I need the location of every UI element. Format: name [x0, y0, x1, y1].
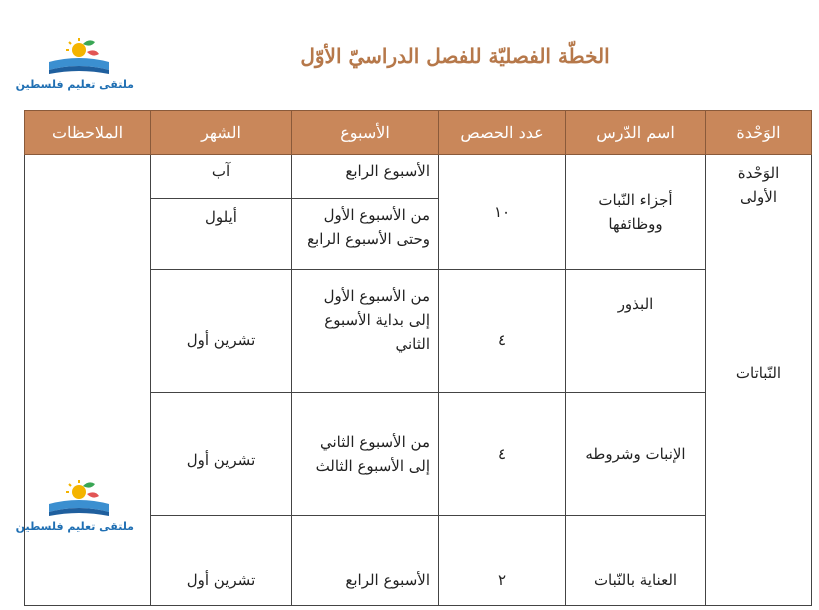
week-line: من الأسبوع الثاني — [319, 433, 430, 451]
week-line: الأسبوع الرابع — [345, 162, 430, 180]
unit-name: الأولى — [739, 188, 778, 206]
month-cell: تشرين أول — [151, 516, 292, 606]
periods-count: ١٠ — [439, 155, 566, 270]
header-unit: الوَحْدة — [706, 111, 812, 155]
lesson-name: الإنبات وشروطه — [566, 393, 706, 516]
month-cell: تشرين أول — [151, 393, 292, 516]
lesson-name: أجزاء النّبات ووظائفها — [566, 155, 706, 270]
week-cell — [292, 516, 439, 606]
table-header-row — [25, 111, 812, 155]
week-line: وحتى الأسبوع الرابع — [307, 230, 430, 248]
header-week: الأسبوع — [292, 111, 439, 155]
week-cell — [292, 270, 439, 393]
page-title: الخطّة الفصليّة للفصل الدراسيّ الأوّل — [300, 44, 610, 68]
week-cell — [292, 393, 439, 516]
week-line: إلى الأسبوع الثالث — [315, 457, 430, 475]
month-cell: آب — [151, 155, 292, 199]
header-notes: الملاحظات — [25, 111, 151, 155]
logo-caption: ملتقى تعليم فلسطين — [15, 520, 134, 533]
week-cell — [292, 199, 439, 270]
book-sun-logo-icon — [43, 36, 115, 78]
week-line: إلى بداية الأسبوع — [324, 311, 430, 329]
header-lesson: اسم الدّرس — [566, 111, 706, 155]
logo-caption: ملتقى تعليم فلسطين — [15, 78, 134, 91]
week-line: من الأسبوع الأول — [323, 206, 430, 224]
month-cell: تشرين أول — [151, 270, 292, 393]
lesson-name: البذور — [566, 270, 706, 393]
week-cell — [292, 155, 439, 199]
periods-count: ٤ — [439, 270, 566, 393]
notes-cell — [15, 155, 151, 606]
logo — [15, 36, 134, 91]
month-cell: أيلول — [151, 199, 292, 270]
plan-table — [15, 110, 812, 606]
unit-subject: النّباتات — [735, 364, 782, 382]
unit-cell — [706, 155, 812, 606]
periods-count: ٢ — [439, 516, 566, 606]
week-line: الثاني — [395, 335, 430, 353]
lesson-name: العناية بالنّبات — [566, 516, 706, 606]
header-month: الشهر — [151, 111, 292, 155]
week-line: من الأسبوع الأول — [323, 287, 430, 305]
header-periods: عدد الحصص — [439, 111, 566, 155]
unit-name: الوَحْدة — [737, 164, 780, 182]
periods-count: ٤ — [439, 393, 566, 516]
week-line: الأسبوع الرابع — [345, 570, 430, 589]
table-row — [25, 155, 812, 199]
